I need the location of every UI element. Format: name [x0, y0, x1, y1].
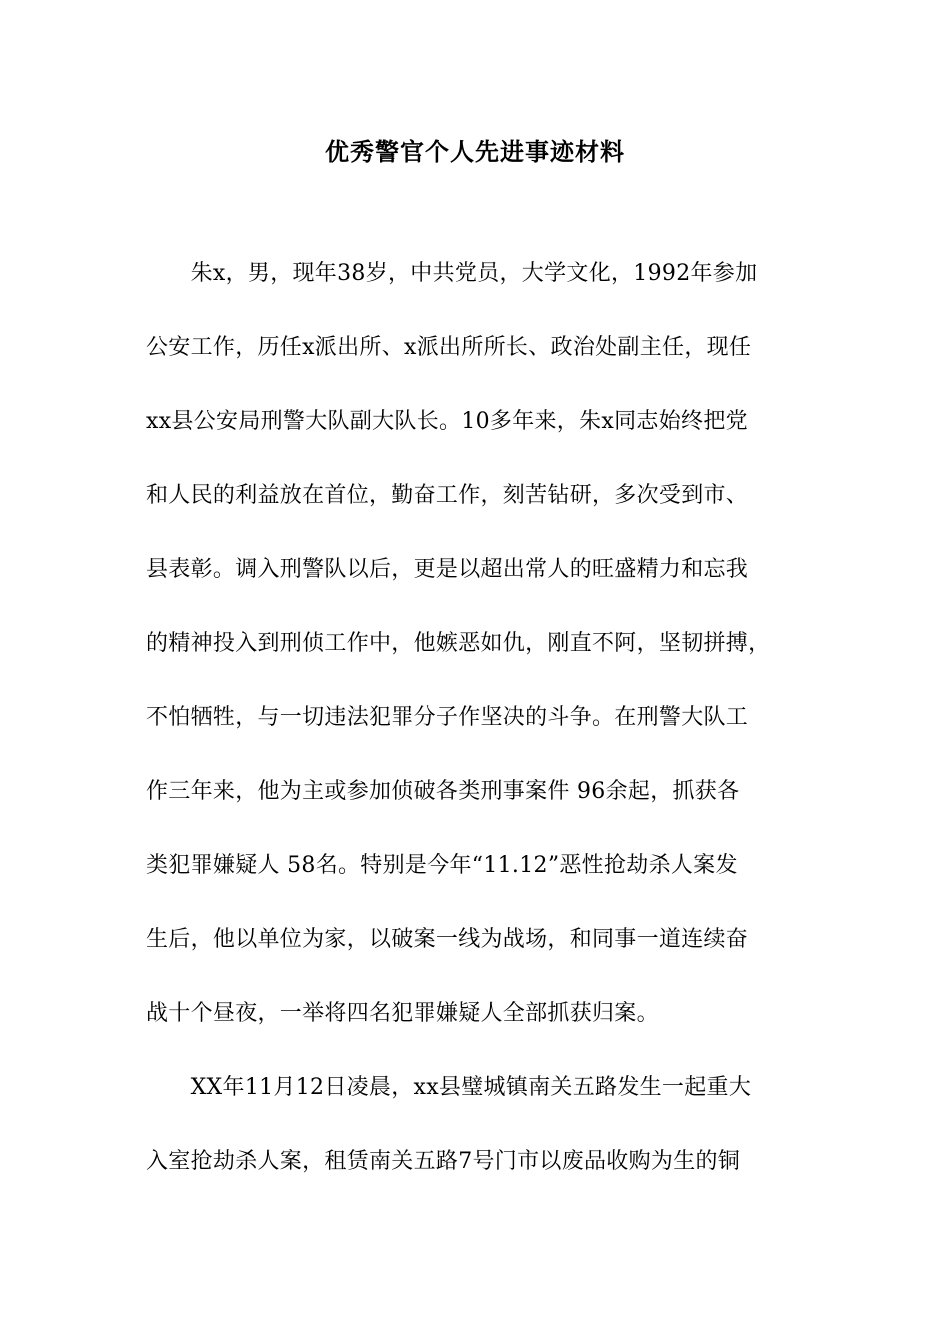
- body-line: XX年11月12日凌晨，xx县璧城镇南关五路发生一起重大: [146, 1075, 752, 1100]
- body-line: 不怕牺牲，与一切违法犯罪分子作坚决的斗争。在刑警大队工: [146, 705, 749, 730]
- body-line: 作三年来，他为主或参加侦破各类刑事案件 96余起，抓获各: [146, 779, 740, 804]
- body-line: 生后，他以单位为家，以破案一线为战场，和同事一道连续奋: [146, 927, 749, 952]
- body-line: 和人民的利益放在首位，勤奋工作，刻苦钻研，多次受到市、: [146, 483, 749, 508]
- body-line: 的精神投入到刑侦工作中，他嫉恶如仇，刚直不阿，坚韧拼搏，: [146, 631, 771, 656]
- body-line: 战十个昼夜，一举将四名犯罪嫌疑人全部抓获归案。: [146, 1001, 659, 1026]
- body-line: 公安工作，历任x派出所、x派出所所长、政治处副主任，现任: [146, 335, 752, 360]
- body-line: xx县公安局刑警大队副大队长。10多年来，朱x同志始终把党: [146, 409, 748, 434]
- body-line: 朱x，男，现年38岁，中共党员，大学文化，1992年参加: [146, 261, 758, 286]
- body-line: 类犯罪嫌疑人 58名。特别是今年“11.12”恶性抢劫杀人案发: [146, 853, 738, 878]
- body-line: 入室抢劫杀人案，租赁南关五路7号门市以废品收购为生的铜: [146, 1149, 741, 1174]
- document-title: 优秀警官个人先进事迹材料: [325, 137, 625, 166]
- body-line: 县表彰。调入刑警队以后，更是以超出常人的旺盛精力和忘我: [146, 557, 749, 582]
